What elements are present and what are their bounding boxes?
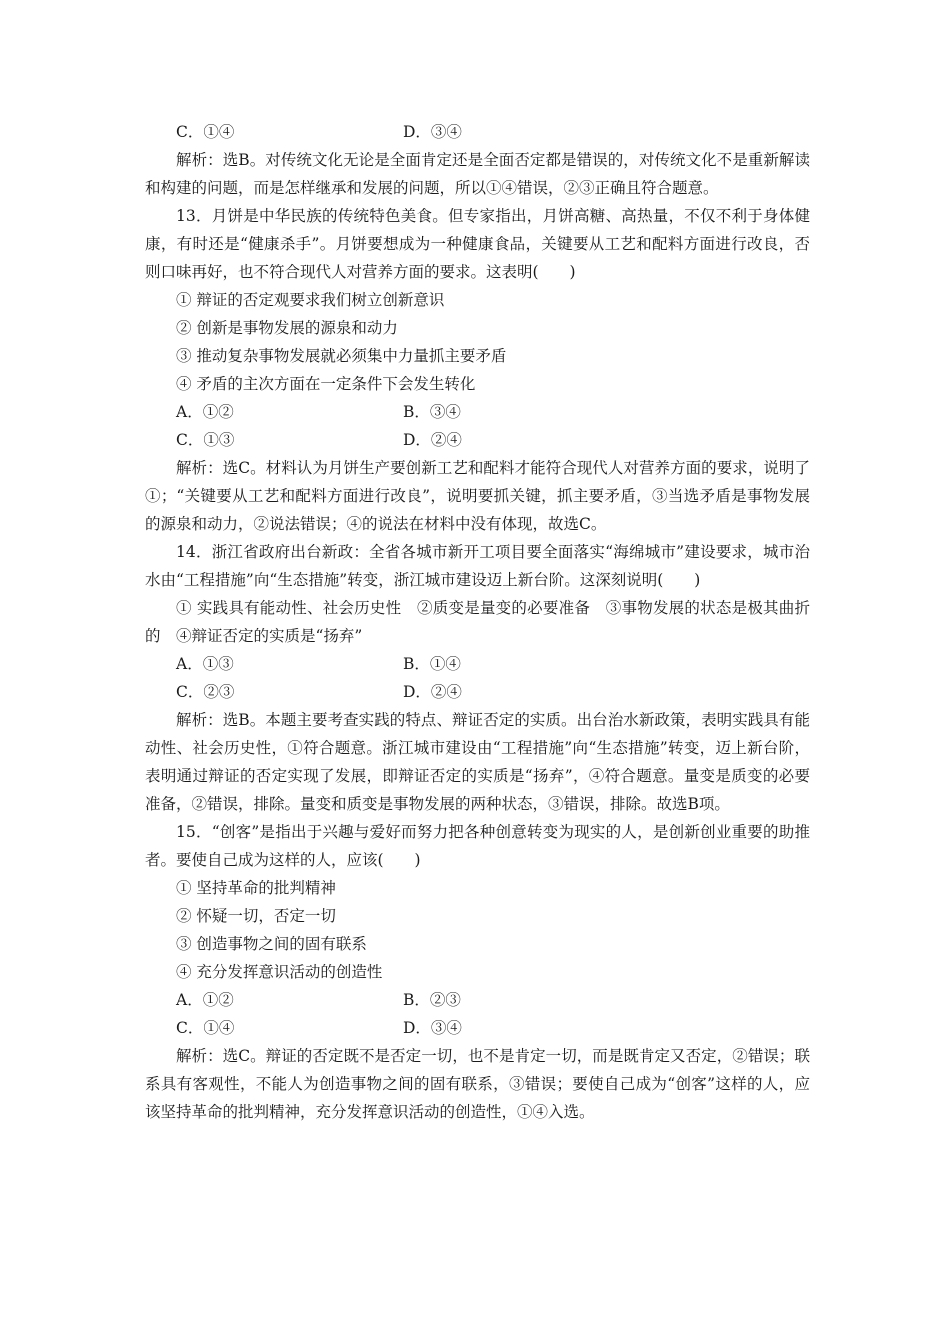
q13-option-c: C．①③ <box>176 431 235 449</box>
q12-options-row-2 <box>145 118 810 146</box>
q15-option-d: D．③④ <box>403 1019 462 1037</box>
q13-statement-4: ④ 矛盾的主次方面在一定条件下会发生转化 <box>176 375 476 393</box>
q14-statements: ① 实践具有能动性、社会历史性 ②质变是量变的必要准备 ③事物发展的状态是极其曲折的 ④辩证否定的实质是“扬弃” <box>145 599 810 645</box>
q15-options-row-1 <box>145 986 810 1014</box>
q13-options-row-2 <box>145 426 810 454</box>
q13-analysis: 解析：选C。材料认为月饼生产要创新工艺和配料才能符合现代人对营养方面的要求，说明了①；“关键要从工艺和配料方面进行改良”，说明要抓关键，抓主要矛盾，③当选矛盾是事物发展的源泉和动力，②说法错误；④的说法在材料中没有体现，故选C。 <box>145 459 810 533</box>
q15-statement-1: ① 坚持革命的批判精神 <box>176 879 336 897</box>
q13-statement-3: ③ 推动复杂事物发展就必须集中力量抓主要矛盾 <box>176 347 507 365</box>
q14-option-b: B．①④ <box>403 655 461 673</box>
q15-statement-3: ③ 创造事物之间的固有联系 <box>176 935 367 953</box>
q15-option-c: C．①④ <box>176 1019 235 1037</box>
q13-statement-1: ① 辩证的否定观要求我们树立创新意识 <box>176 291 445 309</box>
q13-option-a: A．①② <box>176 403 234 421</box>
q12-option-d: D．③④ <box>403 123 462 141</box>
q15-analysis: 解析：选C。辩证的否定既不是否定一切，也不是肯定一切，而是既肯定又否定，②错误；联系具有客观性，不能人为创造事物之间的固有联系，③错误；要使自己成为“创客”这样的人，应该坚持革命的批判精神，充分发挥意识活动的创造性，①④入选。 <box>145 1047 810 1121</box>
q14-options-row-1 <box>145 650 810 678</box>
q12-analysis: 解析：选B。对传统文化无论是全面肯定还是全面否定都是错误的，对传统文化不是重新解读和构建的问题，而是怎样继承和发展的问题，所以①④错误，②③正确且符合题意。 <box>145 151 810 197</box>
q15-statement-4: ④ 充分发挥意识活动的创造性 <box>176 963 383 981</box>
q15-option-b: B．②③ <box>403 991 461 1009</box>
q12-option-c: C．①④ <box>176 123 235 141</box>
q15-option-a: A．①② <box>176 991 234 1009</box>
q14-options-row-2 <box>145 678 810 706</box>
q13-option-b: B．③④ <box>403 403 461 421</box>
q14-option-a: A．①③ <box>176 655 234 673</box>
q13-options-row-1 <box>145 398 810 426</box>
q13-stem: 13．月饼是中华民族的传统特色美食。但专家指出，月饼高糖、高热量，不仅不利于身体健康，有时还是“健康杀手”。月饼要想成为一种健康食品，关键要从工艺和配料方面进行改良，否则口味再好，也不符合现代人对营养方面的要求。这表明( ) <box>145 207 810 281</box>
q14-option-c: C．②③ <box>176 683 235 701</box>
q15-statement-2: ② 怀疑一切，否定一切 <box>176 907 336 925</box>
q14-analysis: 解析：选B。本题主要考查实践的特点、辩证否定的实质。出台治水新政策，表明实践具有能动性、社会历史性，①符合题意。浙江城市建设由“工程措施”向“生态措施”转变，迈上新台阶，表明通过辩证的否定实现了发展，即辩证否定的实质是“扬弃”，④符合题意。量变是质变的必要准备，②错误，排除。量变和质变是事物发展的两种状态，③错误，排除。故选B项。 <box>145 711 810 813</box>
q15-options-row-2 <box>145 1014 810 1042</box>
q14-stem: 14．浙江省政府出台新政：全省各城市新开工项目要全面落实“海绵城市”建设要求，城市治水由“工程措施”向“生态措施”转变，浙江城市建设迈上新台阶。这深刻说明( ) <box>145 543 810 589</box>
q15-stem: 15．“创客”是指出于兴趣与爱好而努力把各种创意转变为现实的人，是创新创业重要的助推者。要使自己成为这样的人，应该( ) <box>145 823 810 869</box>
document-page <box>145 118 810 1126</box>
q14-option-d: D．②④ <box>403 683 462 701</box>
q13-statement-2: ② 创新是事物发展的源泉和动力 <box>176 319 398 337</box>
q13-option-d: D．②④ <box>403 431 462 449</box>
